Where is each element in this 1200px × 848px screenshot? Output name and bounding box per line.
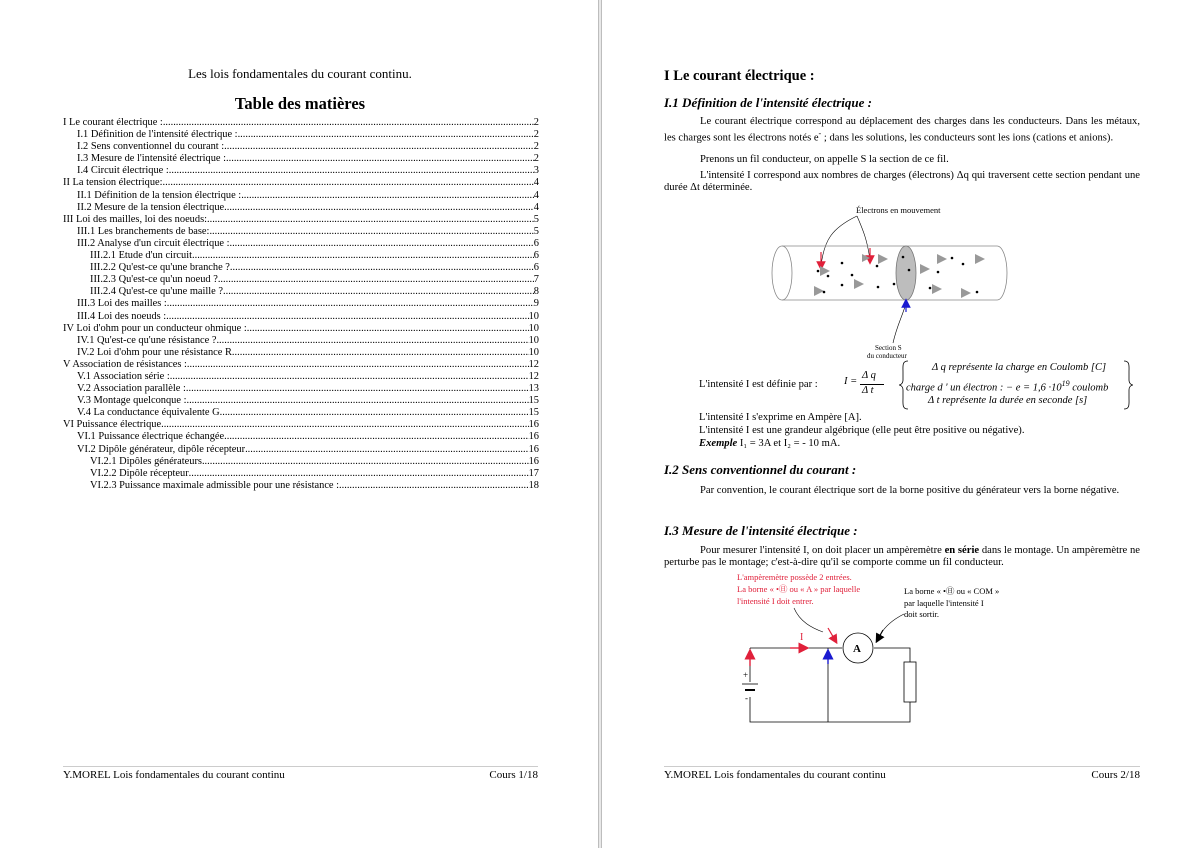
- toc-entry[interactable]: [63, 141, 539, 153]
- example-line: Exemple I₁ = 3A et I₂ = - 10 mA.: [699, 438, 841, 449]
- toc-leader-dots: [230, 262, 534, 274]
- toc-leader-dots: [207, 214, 534, 226]
- toc-leader-dots: [170, 371, 529, 383]
- footer: [63, 766, 538, 781]
- toc-leader-dots: [224, 202, 534, 214]
- toc-entry-page: 3: [533, 165, 539, 177]
- toc-entry[interactable]: [63, 153, 539, 165]
- toc-entry[interactable]: [63, 190, 539, 202]
- footer-page-2: [664, 766, 1140, 781]
- formula-fraction: I = Δ q Δ t: [840, 370, 890, 400]
- toc-entry-title: VI.1 Puissance électrique échangée: [77, 431, 225, 443]
- toc-leader-dots: [223, 286, 534, 298]
- toc-entry[interactable]: [63, 431, 539, 443]
- ammeter-label: A: [853, 643, 861, 655]
- toc-entry-page: 16: [528, 431, 539, 443]
- section-heading-1: I Le courant électrique :: [664, 68, 815, 84]
- plus-sign: +: [743, 670, 749, 680]
- toc-entry-title: VI.2.1 Dipôles générateurs: [90, 455, 202, 467]
- toc-entry-title: III.3 Loi des mailles :: [77, 298, 167, 310]
- toc-entry[interactable]: [63, 456, 539, 468]
- toc-entry-title: VI.2 Dipôle générateur, dipôle récepteur: [77, 443, 246, 455]
- toc-leader-dots: [209, 226, 533, 238]
- toc-leader-dots: [202, 456, 529, 468]
- footer-left: Y.MOREL Lois fondamentales du courant continu: [664, 769, 886, 781]
- toc-entry[interactable]: [63, 335, 539, 347]
- toc-entry[interactable]: [63, 177, 539, 189]
- toc-entry-page: 4: [533, 201, 539, 213]
- toc-entry-page: 17: [528, 467, 539, 479]
- toc-entry[interactable]: [63, 407, 539, 419]
- toc-entry-title: III.2.1 Etude d'un circuit: [90, 250, 192, 262]
- toc-entry-title: IV.2 Loi d'ohm pour une résistance R: [77, 346, 232, 358]
- page-1: [0, 0, 599, 848]
- toc-leader-dots: [166, 311, 528, 323]
- toc-entry-title: VI Puissance électrique: [63, 419, 162, 431]
- toc-entry[interactable]: [63, 165, 539, 177]
- toc-entry-title: II La tension électrique:: [63, 177, 163, 189]
- document-title: Les lois fondamentales du courant continu.: [188, 66, 412, 81]
- toc-leader-dots: [220, 407, 529, 419]
- toc-entry-title: V.3 Montage quelconque :: [77, 395, 187, 407]
- toc-entry-page: 2: [533, 117, 539, 128]
- toc-entry-page: 18: [528, 479, 539, 491]
- formula-line-1: Δ q représente la charge en Coulomb [C]: [932, 362, 1107, 373]
- toc-entry-page: 12: [528, 370, 539, 382]
- toc-entry-page: 2: [533, 153, 539, 165]
- toc-entry-title: I.1 Définition de l'intensité électrique :: [77, 129, 238, 141]
- paragraph-intensity: L'intensité I correspond aux nombres de charges (électrons) Δq qui traversent cette section pendant une durée Δt déterminée.: [664, 170, 1140, 194]
- table-of-contents: [63, 117, 539, 492]
- subsection-heading-1-2: I.2 Sens conventionnel du courant :: [664, 462, 857, 477]
- toc-heading: Table des matières: [234, 94, 366, 113]
- conductor-figure: [762, 200, 1022, 362]
- toc-entry-page: 13: [528, 383, 539, 395]
- footer-right: Cours 1/18: [489, 769, 538, 781]
- toc-leader-dots: [224, 141, 534, 153]
- toc-entry-page: 12: [528, 358, 539, 370]
- toc-leader-dots: [186, 395, 528, 407]
- toc-entry-title: I.2 Sens conventionnel du courant :: [77, 141, 225, 153]
- toc-entry-page: 7: [533, 274, 539, 286]
- toc-entry-page: 5: [533, 225, 539, 237]
- toc-entry-page: 6: [533, 262, 539, 274]
- black-note-3: doit sortir.: [904, 609, 939, 619]
- toc-leader-dots: [163, 117, 534, 129]
- toc-entry[interactable]: [63, 371, 539, 383]
- toc-entry-title: II.2 Mesure de la tension électrique: [77, 201, 225, 213]
- toc-entry-page: 5: [533, 213, 539, 225]
- toc-entry[interactable]: [63, 311, 539, 323]
- toc-leader-dots: [247, 323, 529, 335]
- toc-entry[interactable]: [63, 480, 539, 492]
- toc-entry[interactable]: [63, 286, 539, 298]
- toc-entry-page: 10: [528, 322, 539, 334]
- toc-leader-dots: [224, 431, 528, 443]
- toc-leader-dots: [167, 298, 534, 310]
- toc-entry-title: III.2.3 Qu'est-ce qu'un noeud ?: [90, 274, 218, 286]
- toc-entry[interactable]: [63, 359, 539, 371]
- black-note-1: La borne « •㊐ ou « COM »: [904, 586, 1000, 596]
- toc-leader-dots: [163, 177, 534, 189]
- subsection-heading-1-3: I.3 Mesure de l'intensité électrique :: [664, 523, 858, 538]
- toc-entry-page: 2: [533, 141, 539, 153]
- toc-entry-title: III.4 Loi des noeuds :: [77, 310, 167, 322]
- paragraph-measure: Pour mesurer l'intensité I, on doit placer un ampèremètre en série dans le montage. Un ampèremètre ne perturbe pas le montage; c'est-à-dire qu'il se comporte comme un fil conducteur.: [664, 545, 1140, 569]
- toc-entry-page: 4: [533, 189, 539, 201]
- toc-entry-title: V.4 La conductance équivalente G: [77, 407, 220, 419]
- paragraph-current: Le courant électrique correspond au déplacement des charges dans les conducteurs. Dans les métaux, les charges sont les électrons notés e- ; dans les solutions, les conducteurs sont les ions (cations et anions).: [664, 116, 1140, 144]
- toc-entry-title: V.2 Association parallèle :: [77, 383, 186, 395]
- toc-entry[interactable]: [63, 202, 539, 214]
- toc-leader-dots: [187, 359, 529, 371]
- toc-entry[interactable]: [63, 419, 539, 431]
- toc-entry-page: 15: [528, 407, 539, 419]
- toc-entry[interactable]: [63, 250, 539, 262]
- toc-entry-title: III.2 Analyse d'un circuit électrique :: [77, 237, 230, 249]
- toc-entry[interactable]: [63, 444, 539, 456]
- formula-line-2: charge d ' un électron : − $e = 1,6 \cdot 10^{19}$ coulomb: [906, 379, 1109, 394]
- toc-entry[interactable]: [63, 298, 539, 310]
- toc-entry-title: I.3 Mesure de l'intensité électrique :: [77, 153, 227, 165]
- toc-leader-dots: [218, 274, 534, 286]
- toc-entry-page: 10: [528, 334, 539, 346]
- ammeter-circuit-figure: [732, 572, 1032, 730]
- toc-entry-page: 15: [528, 395, 539, 407]
- right-brace: [1122, 360, 1134, 410]
- section-label-1: Section S: [875, 344, 902, 352]
- toc-entry-title: III.2.2 Qu'est-ce qu'une branche ?: [90, 262, 230, 274]
- section-label-2: du conducteur: [867, 352, 907, 360]
- algebraic-line: L'intensité I est une grandeur algébrique (elle peut être positive ou négative).: [699, 425, 1025, 436]
- toc-entry-page: 6: [533, 250, 539, 262]
- red-note-1: L'ampèremètre possède 2 entrées.: [737, 572, 852, 582]
- formula-line-3: Δ t représente la durée en seconde [s]: [928, 395, 1088, 406]
- toc-entry-page: 2: [533, 129, 539, 141]
- toc-entry-title: III.1 Les branchements de base:: [77, 225, 210, 237]
- toc-entry-title: V.1 Association série :: [77, 370, 170, 382]
- paragraph-section: Prenons un fil conducteur, on appelle S la section de ce fil.: [700, 154, 949, 165]
- toc-entry-page: 16: [528, 455, 539, 467]
- toc-entry[interactable]: [63, 347, 539, 359]
- black-note-2: par laquelle l'intensité I: [904, 598, 984, 608]
- toc-entry[interactable]: [63, 226, 539, 238]
- toc-entry-title: V Association de résistances :: [63, 358, 187, 370]
- toc-entry[interactable]: [63, 117, 539, 129]
- toc-entry-page: 4: [533, 177, 539, 189]
- toc-entry-title: VI.2.3 Puissance maximale admissible pour une résistance :: [90, 479, 340, 491]
- toc-entry[interactable]: [63, 468, 539, 480]
- toc-entry[interactable]: [63, 214, 539, 226]
- toc-entry[interactable]: [63, 129, 539, 141]
- toc-entry[interactable]: [63, 323, 539, 335]
- toc-entry[interactable]: [63, 274, 539, 286]
- toc-leader-dots: [229, 238, 533, 250]
- toc-entry[interactable]: [63, 238, 539, 250]
- red-note-2: La borne « •㊐ ou « A » par laquelle: [737, 584, 861, 594]
- toc-leader-dots: [192, 250, 534, 262]
- footer-left: Y.MOREL Lois fondamentales du courant continu: [63, 769, 285, 781]
- toc-entry-page: 16: [528, 443, 539, 455]
- toc-entry-page: 10: [528, 346, 539, 358]
- toc-entry-page: 8: [533, 286, 539, 298]
- toc-entry-title: III.2.4 Qu'est-ce qu'une maille ?: [90, 286, 223, 298]
- toc-entry-title: III Loi des mailles, loi des noeuds:: [63, 213, 207, 225]
- toc-leader-dots: [339, 480, 529, 492]
- footer-right: Cours 2/18: [1091, 769, 1140, 781]
- toc-entry-page: 9: [533, 298, 539, 310]
- paragraph-convention: Par convention, le courant électrique sort de la borne positive du générateur vers la borne négative.: [700, 485, 1120, 496]
- toc-entry-title: IV.1 Qu'est-ce qu'une résistance ?: [77, 334, 217, 346]
- unit-line: L'intensité I s'exprime en Ampère [A].: [699, 412, 862, 423]
- toc-leader-dots: [161, 419, 529, 431]
- page-2: [601, 0, 1200, 848]
- toc-entry-title: IV Loi d'ohm pour un conducteur ohmique :: [63, 322, 247, 334]
- toc-leader-dots: [216, 335, 528, 347]
- toc-entry-title: I Le courant électrique :: [63, 117, 163, 128]
- toc-leader-dots: [226, 153, 534, 165]
- formula-intro: L'intensité I est définie par :: [699, 379, 818, 390]
- toc-entry-page: 6: [533, 237, 539, 249]
- toc-entry-page: 10: [528, 310, 539, 322]
- electrons-label: Électrons en mouvement: [856, 205, 941, 215]
- toc-leader-dots: [245, 444, 529, 456]
- toc-entry-page: 16: [528, 419, 539, 431]
- subsection-heading-1-1: I.1 Définition de l'intensité électrique :: [664, 95, 872, 110]
- toc-entry-title: II.1 Définition de la tension électrique :: [77, 189, 242, 201]
- toc-entry-title: I.4 Circuit électrique :: [77, 165, 169, 177]
- toc-entry[interactable]: [63, 262, 539, 274]
- current-label: I: [800, 632, 804, 643]
- toc-leader-dots: [232, 347, 529, 359]
- toc-entry[interactable]: [63, 395, 539, 407]
- toc-entry[interactable]: [63, 383, 539, 395]
- toc-leader-dots: [169, 165, 534, 177]
- toc-leader-dots: [238, 129, 534, 141]
- toc-entry-title: VI.2.2 Dipôle récepteur: [90, 467, 189, 479]
- minus-sign: -: [745, 693, 748, 703]
- toc-leader-dots: [241, 190, 534, 202]
- toc-leader-dots: [189, 468, 529, 480]
- red-note-3: l'intensité I doit entrer.: [737, 596, 814, 606]
- toc-leader-dots: [186, 383, 529, 395]
